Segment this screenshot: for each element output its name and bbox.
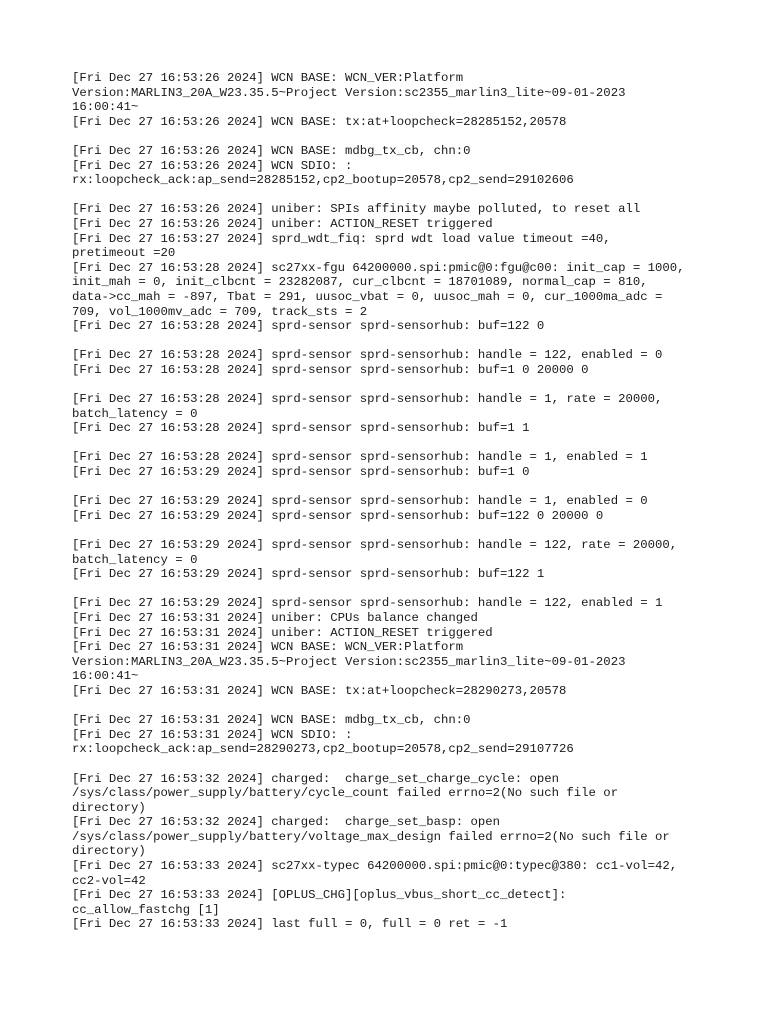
log-line: [Fri Dec 27 16:53:33 2024] [OPLUS_CHG][oplus_vbus_short_cc_detect]:: [72, 888, 567, 903]
log-line: [Fri Dec 27 16:53:28 2024] sc27xx-fgu 64200000.spi:pmic@0:fgu@c00: init_cap = 1000,: [72, 260, 685, 275]
log-line: [Fri Dec 27 16:53:29 2024] sprd-sensor sprd-sensorhub: buf=122 0 20000 0: [72, 508, 604, 523]
log-line: Version:MARLIN3_20A_W23.35.5~Project Version:sc2355_marlin3_lite~09-01-2023: [72, 85, 626, 100]
log-line: data->cc_mah = -897, Tbat = 291, uusoc_vbat = 0, uusoc_mah = 0, cur_1000ma_adc =: [72, 289, 663, 304]
log-line: [Fri Dec 27 16:53:31 2024] uniber: ACTION_RESET triggered: [72, 625, 493, 640]
log-line: [Fri Dec 27 16:53:28 2024] sprd-sensor sprd-sensorhub: handle = 1, enabled = 1: [72, 450, 648, 465]
log-line: [Fri Dec 27 16:53:33 2024] sc27xx-typec 64200000.spi:pmic@0:typec@380: cc1-vol=42,: [72, 859, 678, 874]
log-line: batch_latency = 0: [72, 552, 198, 567]
log-line: [Fri Dec 27 16:53:33 2024] last full = 0, full = 0 ret = -1: [72, 917, 508, 932]
log-line: directory): [72, 800, 146, 815]
blank-line: [72, 757, 722, 772]
log-line: [Fri Dec 27 16:53:28 2024] sprd-sensor sprd-sensorhub: handle = 122, enabled = 0: [72, 348, 663, 363]
log-line: [Fri Dec 27 16:53:26 2024] WCN BASE: mdbg_tx_cb, chn:0: [72, 143, 471, 158]
log-line: [Fri Dec 27 16:53:31 2024] uniber: CPUs balance changed: [72, 610, 478, 625]
log-line: [Fri Dec 27 16:53:29 2024] sprd-sensor sprd-sensorhub: buf=122 1: [72, 567, 545, 582]
log-line: [Fri Dec 27 16:53:28 2024] sprd-sensor sprd-sensorhub: buf=1 1: [72, 421, 530, 436]
log-line: 16:00:41~: [72, 100, 139, 115]
log-line: directory): [72, 844, 146, 859]
log-line: [Fri Dec 27 16:53:29 2024] sprd-sensor sprd-sensorhub: handle = 1, enabled = 0: [72, 494, 648, 509]
log-line: batch_latency = 0: [72, 406, 198, 421]
blank-line: [72, 377, 722, 392]
log-line: [Fri Dec 27 16:53:28 2024] sprd-sensor sprd-sensorhub: buf=1 0 20000 0: [72, 362, 589, 377]
log-line: [Fri Dec 27 16:53:27 2024] sprd_wdt_fiq: sprd wdt load value timeout =40,: [72, 231, 611, 246]
log-line: [Fri Dec 27 16:53:31 2024] WCN SDIO: :: [72, 727, 353, 742]
log-line: cc_allow_fastchg [1]: [72, 902, 220, 917]
log-line: cc2-vol=42: [72, 873, 146, 888]
log-line: [Fri Dec 27 16:53:26 2024] WCN SDIO: :: [72, 158, 353, 173]
blank-line: [72, 129, 722, 144]
log-line: [Fri Dec 27 16:53:29 2024] sprd-sensor sprd-sensorhub: buf=1 0: [72, 465, 530, 480]
log-line: Version:MARLIN3_20A_W23.35.5~Project Version:sc2355_marlin3_lite~09-01-2023: [72, 654, 626, 669]
log-line: [Fri Dec 27 16:53:28 2024] sprd-sensor sprd-sensorhub: handle = 1, rate = 20000,: [72, 392, 663, 407]
log-line: /sys/class/power_supply/battery/cycle_count failed errno=2(No such file or: [72, 786, 619, 801]
log-line: /sys/class/power_supply/battery/voltage_max_design failed errno=2(No such file or: [72, 829, 670, 844]
log-line: [Fri Dec 27 16:53:29 2024] sprd-sensor sprd-sensorhub: handle = 122, enabled = 1: [72, 596, 663, 611]
log-text-block: [72, 71, 722, 932]
blank-line: [72, 436, 722, 451]
log-line: [Fri Dec 27 16:53:31 2024] WCN BASE: tx:at+loopcheck=28290273,20578: [72, 683, 567, 698]
blank-line: [72, 334, 722, 349]
log-line: [Fri Dec 27 16:53:28 2024] sprd-sensor sprd-sensorhub: buf=122 0: [72, 319, 545, 334]
blank-line: [72, 188, 722, 203]
log-line: pretimeout =20: [72, 246, 176, 261]
blank-line: [72, 523, 722, 538]
log-line: [Fri Dec 27 16:53:26 2024] uniber: ACTION_RESET triggered: [72, 216, 493, 231]
log-line: rx:loopcheck_ack:ap_send=28285152,cp2_bootup=20578,cp2_send=29102606: [72, 173, 574, 188]
log-line: [Fri Dec 27 16:53:32 2024] charged: charge_set_charge_cycle: open: [72, 771, 560, 786]
blank-line: [72, 699, 722, 714]
log-line: rx:loopcheck_ack:ap_send=28290273,cp2_bootup=20578,cp2_send=29107726: [72, 742, 574, 757]
blank-line: [72, 582, 722, 597]
log-line: [Fri Dec 27 16:53:29 2024] sprd-sensor sprd-sensorhub: handle = 122, rate = 20000,: [72, 538, 678, 552]
log-line: [Fri Dec 27 16:53:31 2024] WCN BASE: mdbg_tx_cb, chn:0: [72, 713, 471, 728]
log-line: init_mah = 0, init_clbcnt = 23282087, cur_clbcnt = 18701089, normal_cap = 810,: [72, 275, 648, 290]
log-line: [Fri Dec 27 16:53:26 2024] uniber: SPIs affinity maybe polluted, to reset all: [72, 202, 641, 217]
log-line: 709, vol_1000mv_adc = 709, track_sts = 2: [72, 304, 368, 319]
log-line: 16:00:41~: [72, 669, 139, 684]
log-line: [Fri Dec 27 16:53:26 2024] WCN BASE: tx:at+loopcheck=28285152,20578: [72, 114, 567, 129]
log-line: [Fri Dec 27 16:53:31 2024] WCN BASE: WCN_VER:Platform: [72, 640, 464, 655]
log-line: [Fri Dec 27 16:53:32 2024] charged: charge_set_basp: open: [72, 815, 501, 830]
log-line: [Fri Dec 27 16:53:26 2024] WCN BASE: WCN_VER:Platform: [72, 71, 464, 85]
blank-line: [72, 480, 722, 495]
